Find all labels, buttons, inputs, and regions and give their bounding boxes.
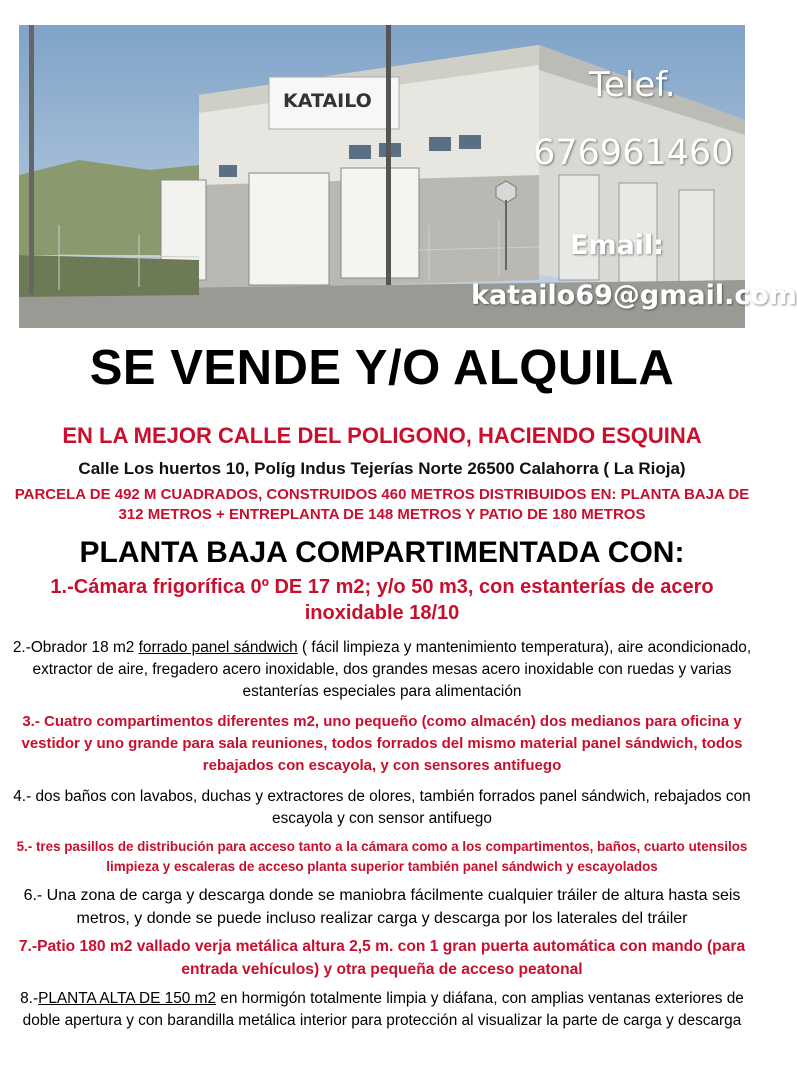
parcel-description: PARCELA DE 492 M CUADRADOS, CONSTRUIDOS 460 METROS DISTRIBUIDOS EN: PLANTA BAJA DE 312 METROS + ENTREPLANTA DE 148 METROS Y PATIO DE 180 METROS bbox=[14, 486, 750, 523]
item-carga: 6.- Una zona de carga y descarga donde se maniobra fácilmente cualquier tráiler de altura hasta seis metros, y donde se puede incluso realizar carga y descarga por los laterales del tráiler bbox=[23, 887, 741, 927]
building-photo bbox=[19, 25, 797, 328]
item-camara: 1.-Cámara frigorífica 0º DE 17 m2; y/o 50 m3, con estanterías de acero inoxidable 18/10 bbox=[50, 576, 714, 624]
item-pasillos: 5.- tres pasillos de distribución para acceso tanto a la cámara como a los compartimentos, baños, cuarto utensilos limpieza y escaleras de acceso planta superior también panel sándwich y escayolados bbox=[16, 839, 748, 874]
item-obrador-post: ( fácil limpieza y mantenimiento temperatura), aire acondicionado, extractor de aire, fregadero acero inoxidable, dos grandes mesas acero inoxidable con ruedas y varias estanterías especiales para alimentación bbox=[32, 639, 752, 700]
address: Calle Los huertos 10, Políg Indus Tejerías Norte 26500 Calahorra ( La Rioja) bbox=[78, 459, 686, 478]
item-obrador bbox=[10, 637, 754, 703]
telef-label: Telef. bbox=[589, 65, 676, 105]
item-patio: 7.-Patio 180 m2 vallado verja metálica altura 2,5 m. con 1 gran puerta automática con mando (para entrada vehículos) y otra pequeña de acceso peatonal bbox=[18, 938, 746, 978]
planta-heading: PLANTA BAJA COMPARTIMENTADA CON: bbox=[79, 536, 685, 569]
item-obrador-pre: 2.-Obrador 18 m2 bbox=[12, 639, 139, 656]
item-planta-alta-post: en hormigón totalmente limpia y diáfana, con amplias ventanas exteriores de doble apertura y con barandilla metálica interior para protección al visualizar la parte de carga y descarga bbox=[22, 990, 744, 1029]
email-address: katailo69@gmail.com bbox=[471, 280, 797, 311]
page-title: SE VENDE Y/O ALQUILA bbox=[89, 341, 675, 395]
item-compartimentos: 3.- Cuatro compartimentos diferentes m2, uno pequeño (como almacén) dos medianos para oficina y vestidor y uno grande para sala reuniones, todos forrados del mismo material panel sándwich, todos rebajados con escayola, y con sensores antifuego bbox=[21, 713, 743, 774]
item-planta-alta-underlined: PLANTA ALTA DE 150 m2 bbox=[38, 990, 217, 1007]
item-planta-alta bbox=[10, 988, 754, 1032]
item-planta-alta-pre: 8.- bbox=[20, 990, 39, 1007]
sign-text: KATAILO bbox=[283, 90, 372, 112]
phone-number: 676961460 bbox=[533, 133, 734, 173]
item-obrador-underlined: forrado panel sándwich bbox=[138, 639, 298, 656]
subheadline: EN LA MEJOR CALLE DEL POLIGONO, HACIENDO ESQUINA bbox=[62, 423, 702, 448]
item-banos: 4.- dos baños con lavabos, duchas y extractores de olores, también forrados panel sándwich, rebajados con escayola y con sensor antifuego bbox=[13, 788, 751, 827]
email-label: Email: bbox=[570, 230, 665, 261]
